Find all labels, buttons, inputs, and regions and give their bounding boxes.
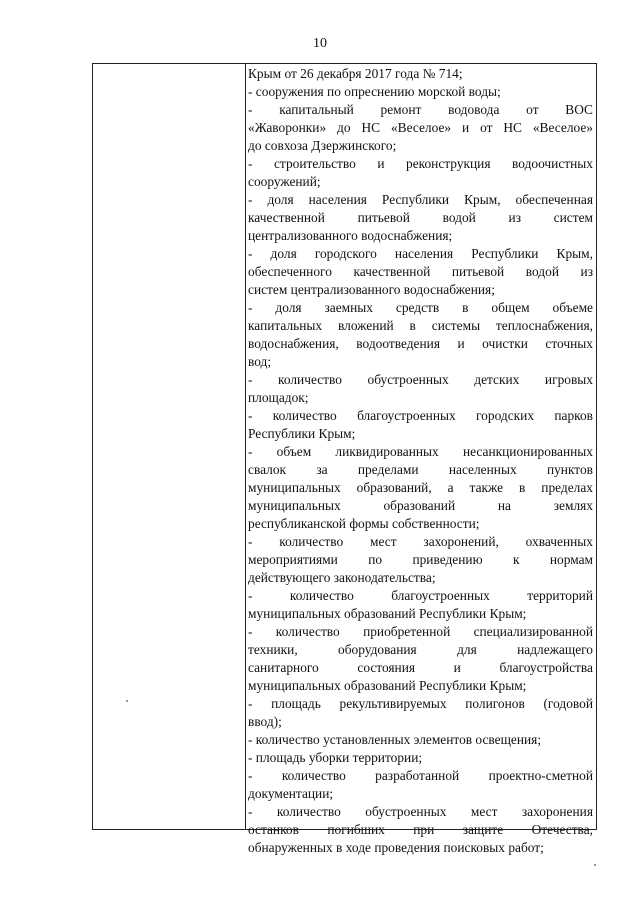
text-line: действующего законодательства; bbox=[248, 570, 436, 585]
text-line: техники, оборудования для надлежащего bbox=[248, 642, 593, 657]
text-line: «Жаворонки» до НС «Веселое» и от НС «Веселое» bbox=[248, 120, 593, 135]
scan-speck bbox=[126, 700, 128, 702]
text-line: - количество благоустроенных городских парков bbox=[248, 408, 593, 423]
text-line: муниципальных образований Республики Крым; bbox=[248, 606, 527, 621]
text-line: - строительство и реконструкция водоочистных bbox=[248, 156, 593, 171]
text-line: - количество обустроенных детских игровых bbox=[248, 372, 593, 387]
text-line: централизованного водоснабжения; bbox=[248, 228, 453, 243]
text-line: - площадь уборки территории; bbox=[248, 750, 423, 765]
text-line: - сооружения по опреснению морской воды; bbox=[248, 84, 501, 99]
text-line: обнаруженных в ходе проведения поисковых работ; bbox=[248, 840, 544, 855]
text-line: муниципальных образований на землях bbox=[248, 498, 593, 513]
text-line: санитарного состояния и благоустройства bbox=[248, 660, 593, 675]
text-line: муниципальных образований Республики Крым; bbox=[248, 678, 527, 693]
page-number: 10 bbox=[313, 36, 327, 51]
text-line: - объем ликвидированных несанкционированных bbox=[248, 444, 593, 459]
text-line: ввод); bbox=[248, 714, 282, 729]
column-divider bbox=[245, 64, 246, 829]
text-line: систем централизованного водоснабжения; bbox=[248, 282, 495, 297]
text-line: - количество мест захоронений, охваченных bbox=[248, 534, 593, 549]
text-line: Республики Крым; bbox=[248, 426, 356, 441]
text-line: - доля заемных средств в общем объеме bbox=[248, 300, 593, 315]
table-right-cell bbox=[248, 65, 593, 857]
text-line: - доля городского населения Республики Крым, bbox=[248, 246, 593, 261]
document-table bbox=[92, 63, 597, 855]
text-line: капитальных вложений в системы теплоснабжения, bbox=[248, 318, 593, 333]
text-line: - количество приобретенной специализированной bbox=[248, 624, 593, 639]
scan-speck bbox=[594, 864, 596, 866]
text-line: до совхоза Дзержинского; bbox=[248, 138, 397, 153]
text-line: останков погибших при защите Отечества, bbox=[248, 822, 593, 837]
text-line: - количество обустроенных мест захоронения bbox=[248, 804, 593, 819]
text-line: Крым от 26 декабря 2017 года № 714; bbox=[248, 66, 463, 81]
text-line: водоснабжения, водоотведения и очистки сточных bbox=[248, 336, 593, 351]
text-line: муниципальных образований, а также в пределах bbox=[248, 480, 593, 495]
text-line: - доля населения Республики Крым, обеспеченная bbox=[248, 192, 593, 207]
text-line: обеспеченного качественной питьевой водой из bbox=[248, 264, 593, 279]
text-line: вод; bbox=[248, 354, 272, 369]
text-line: - количество разработанной проектно-сметной bbox=[248, 768, 593, 783]
text-line: республиканской формы собственности; bbox=[248, 516, 480, 531]
text-line: - площадь рекультивируемых полигонов (годовой bbox=[248, 696, 593, 711]
text-line: - количество установленных элементов освещения; bbox=[248, 732, 542, 747]
text-line: документации; bbox=[248, 786, 334, 801]
text-line: свалок за пределами населенных пунктов bbox=[248, 462, 593, 477]
text-line: качественной питьевой водой из систем bbox=[248, 210, 593, 225]
text-line: мероприятиями по приведению к нормам bbox=[248, 552, 593, 567]
text-line: площадок; bbox=[248, 390, 309, 405]
text-line: - количество благоустроенных территорий bbox=[248, 588, 593, 603]
text-line: - капитальный ремонт водовода от ВОС bbox=[248, 102, 593, 117]
text-line: сооружений; bbox=[248, 174, 321, 189]
